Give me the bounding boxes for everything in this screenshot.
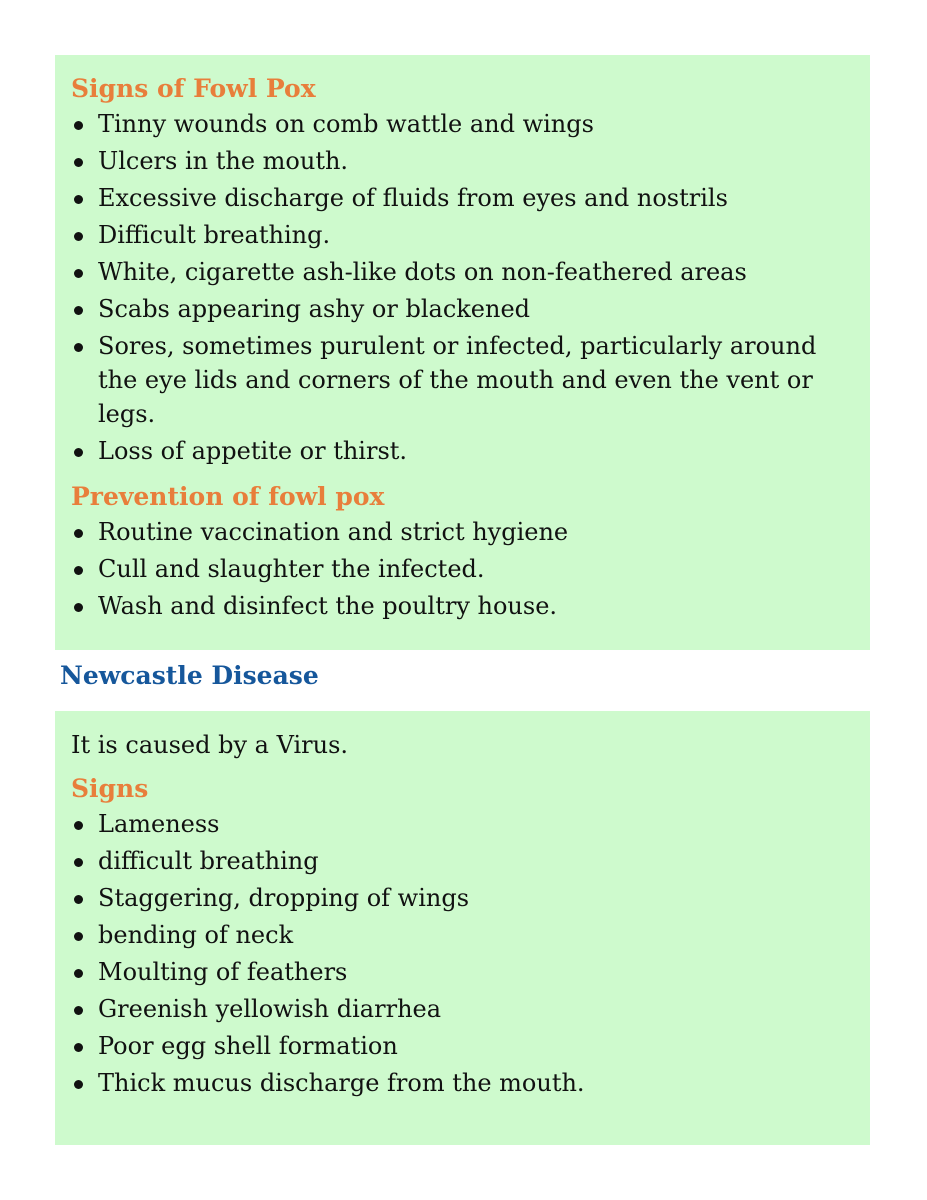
bullet-icon [74, 858, 83, 867]
list-item-text: Tinny wounds on comb wattle and wings [98, 110, 594, 138]
list-item-text: Excessive discharge of fluids from eyes and nostrils [98, 184, 728, 212]
bullet-icon [74, 566, 83, 575]
bullet-icon [74, 195, 83, 204]
list-item [71, 806, 860, 843]
bullet-icon [74, 343, 83, 352]
list-item [71, 551, 860, 588]
newcastle-signs-list [71, 806, 860, 1102]
bullet-icon [74, 932, 83, 941]
bullet-icon [74, 603, 83, 612]
fowl-pox-prevention-list [71, 514, 860, 625]
signs-of-fowl-pox-heading: Signs of Fowl Pox [71, 74, 316, 103]
bullet-icon [74, 1080, 83, 1089]
newcastle-intro-text: It is caused by a Virus. [71, 731, 349, 759]
bullet-icon [74, 121, 83, 130]
list-item [71, 1028, 860, 1065]
list-item-text: Wash and disinfect the poultry house. [98, 592, 558, 620]
fowl-pox-box [55, 55, 870, 650]
bullet-icon [74, 529, 83, 538]
list-item-text: Greenish yellowish diarrhea [98, 995, 442, 1023]
list-item [71, 254, 860, 291]
list-item [71, 588, 860, 625]
bullet-icon [74, 448, 83, 457]
list-item [71, 514, 860, 551]
list-item [71, 433, 860, 470]
list-item [71, 880, 860, 917]
list-item-text: Routine vaccination and strict hygiene [98, 518, 569, 546]
newcastle-disease-box [55, 711, 870, 1145]
bullet-icon [74, 269, 83, 278]
prevention-of-fowl-pox-heading: Prevention of fowl pox [71, 482, 385, 511]
list-item [71, 1065, 860, 1102]
list-item-text: Moulting of feathers [98, 958, 348, 986]
bullet-icon [74, 969, 83, 978]
list-item-text: Difficult breathing. [98, 221, 331, 249]
list-item-text: bending of neck [98, 921, 294, 949]
newcastle-signs-heading: Signs [71, 774, 149, 803]
list-item [71, 143, 860, 180]
list-item-text: Lameness [98, 810, 220, 838]
list-item [71, 180, 860, 217]
bullet-icon [74, 306, 83, 315]
list-item-text: Loss of appetite or thirst. [98, 437, 408, 465]
list-item [71, 328, 860, 433]
list-item-text: Poor egg shell formation [98, 1032, 398, 1060]
bullet-icon [74, 232, 83, 241]
list-item [71, 917, 860, 954]
bullet-icon [74, 1043, 83, 1052]
list-item-text: Cull and slaughter the infected. [98, 555, 485, 583]
list-item-text: difficult breathing [98, 847, 319, 875]
list-item [71, 217, 860, 254]
list-item [71, 291, 860, 328]
bullet-icon [74, 1006, 83, 1015]
list-item [71, 843, 860, 880]
list-item [71, 954, 860, 991]
list-item-text: Sores, sometimes purulent or infected, particularly around the eye lids and corners of the mouth and even the vent or legs. [98, 332, 817, 428]
list-item-text: Scabs appearing ashy or blackened [98, 295, 531, 323]
bullet-icon [74, 821, 83, 830]
list-item-text: White, cigarette ash-like dots on non-feathered areas [98, 258, 747, 286]
list-item-text: Thick mucus discharge from the mouth. [98, 1069, 585, 1097]
list-item [71, 991, 860, 1028]
bullet-icon [74, 158, 83, 167]
newcastle-disease-title: Newcastle Disease [60, 661, 319, 690]
fowl-pox-signs-list [71, 106, 860, 470]
list-item [71, 106, 860, 143]
list-item-text: Staggering, dropping of wings [98, 884, 470, 912]
bullet-icon [74, 895, 83, 904]
list-item-text: Ulcers in the mouth. [98, 147, 349, 175]
